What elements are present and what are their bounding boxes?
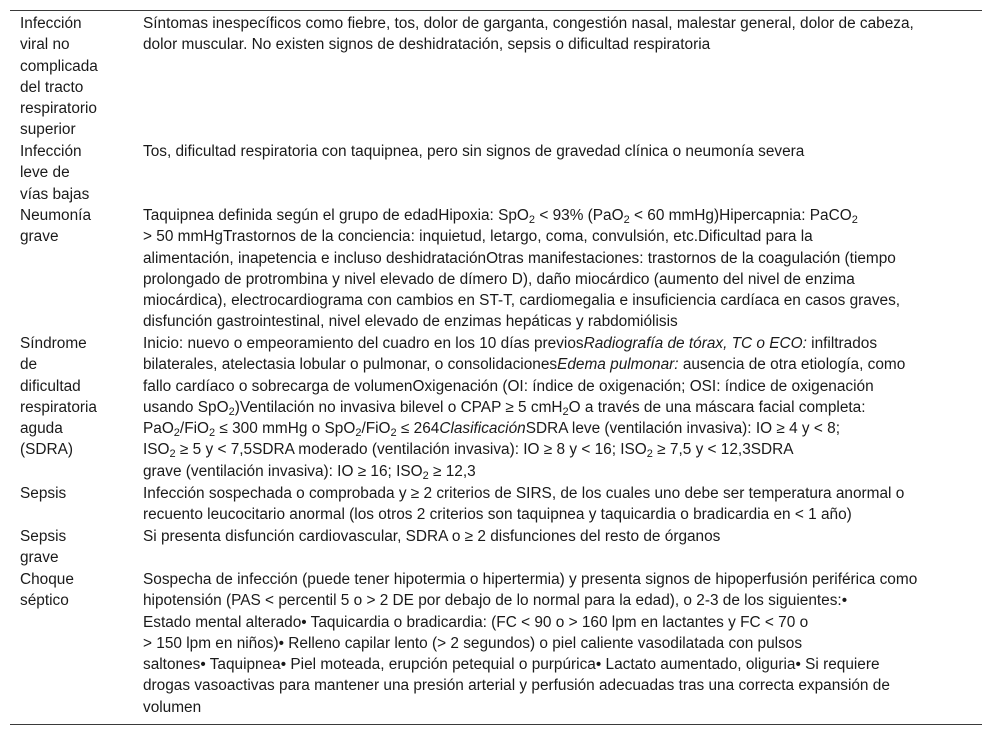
row-description <box>133 333 967 483</box>
row-description <box>133 205 967 333</box>
table-row <box>10 483 982 526</box>
description-line: hipotensión (PAS < percentil 5 o > 2 DE por debajo de lo normal para la edad), o 2-3 de los siguientes:• <box>143 592 848 610</box>
description-line: Sospecha de infección (puede tener hipotermia o hipertermia) y presenta signos de hipoperfusión periférica como <box>143 571 918 588</box>
row-term: Infección viral no complicada del tracto respiratorio superior <box>20 15 98 139</box>
row-term: Infección leve de vías bajas <box>20 143 90 203</box>
row-term: Síndrome de dificultad respiratoria aguda (SDRA) <box>20 335 97 459</box>
table-row <box>10 333 982 483</box>
row-description <box>133 13 967 141</box>
description-line: saltones• Taquipnea• Piel moteada, erupción petequial o purpúrica• Lactato aumentado, oliguria• Si requiere <box>143 656 880 674</box>
description-line: Tos, dificultad respiratoria con taquipnea, pero sin signos de gravedad clínica o neumonía severa <box>143 143 805 160</box>
description-line: Inicio: nuevo o empeoramiento del cuadro en los 10 días previosRadiografía de tórax, TC o ECO: infiltrados <box>143 335 878 352</box>
table-row <box>10 205 982 333</box>
description-line: prolongado de protrombina y nivel elevado de dímero D), daño miocárdico (aumento del nivel de enzima <box>143 270 855 288</box>
description-line: Estado mental alterado• Taquicardia o bradicardia: (FC < 90 o > 160 lpm en lactantes y FC < 70 o <box>143 613 809 631</box>
row-description <box>133 526 967 569</box>
description-line: drogas vasoactivas para mantener una presión arterial y perfusión adecuadas tras una correcta expansión de <box>143 677 890 695</box>
row-description <box>133 569 967 724</box>
description-line: dolor muscular. No existen signos de deshidratación, sepsis o dificultad respiratoria <box>143 36 711 54</box>
description-line: Taquipnea definida según el grupo de edadHipoxia: SpO$_2$ < 93% (PaO$_2$ < 60 mmHg)Hipercapnia: PaCO$_2$ <box>143 207 858 226</box>
row-term: Neumonía grave <box>20 207 92 246</box>
description-line: fallo cardíaco o sobrecarga de volumenOxigenación (OI: índice de oxigenación; OSI: índice de oxigenación <box>143 377 874 395</box>
row-term: Sepsis <box>20 485 67 502</box>
table-row <box>10 526 982 569</box>
table-row <box>10 141 982 205</box>
description-line: Síntomas inespecíficos como fiebre, tos, dolor de garganta, congestión nasal, malestar general, dolor de cabeza, <box>143 15 914 32</box>
description-line: > 50 mmHgTrastornos de la conciencia: inquietud, letargo, coma, convulsión, etc.Dificultad para la <box>143 228 813 246</box>
description-line: alimentación, inapetencia e incluso deshidrataciónOtras manifestaciones: trastornos de la coagulación (tiempo <box>143 249 896 267</box>
row-term: Sepsis grave <box>20 528 67 567</box>
description-line: Infección sospechada o comprobada y ≥ 2 criterios de SIRS, de los cuales uno debe ser temperatura anormal o <box>143 485 905 502</box>
description-line: miocárdica), electrocardiograma con cambios en ST-T, cardiomegalia e insuficiencia cardíaca en casos graves, <box>143 292 901 310</box>
table-row <box>10 11 982 141</box>
description-line: PaO$_2$/FiO$_2$ ≤ 300 mmHg o SpO$_2$/FiO$_2$ ≤ 264ClasificaciónSDRA leve (ventilación invasiva): IO ≥ 4 y < 8; <box>143 420 840 440</box>
description-line: recuento leucocitario anormal (los otros 2 criterios son taquipnea y taquicardia o bradicardia en < 1 año) <box>143 506 852 524</box>
description-line: grave (ventilación invasiva): IO ≥ 16; $ISO_2 \ge 12,3$ <box>143 462 476 482</box>
row-description <box>133 483 967 526</box>
description-line: > 150 lpm en niños)• Relleno capilar lento (> 2 segundos) o piel caliente vasodilatada con pulsos <box>143 634 803 652</box>
description-line: disfunción gastrointestinal, nivel elevado de enzimas hepáticas y rabdomiólisis <box>143 313 678 331</box>
definitions-table <box>10 10 982 725</box>
row-description <box>133 141 967 205</box>
description-line: Si presenta disfunción cardiovascular, SDRA o ≥ 2 disfunciones del resto de órganos <box>143 528 721 545</box>
description-line: $ISO_2 \ge 5$ y < 7,5SDRA moderado (ventilación invasiva): IO ≥ 8 y < 16; $ISO_2 \ge 7,5$ y < 12,3SDRA <box>143 441 794 461</box>
table-row <box>10 569 982 724</box>
description-line: volumen <box>143 698 202 716</box>
description-line: usando SpO$_2$)Ventilación no invasiva bilevel o CPAP ≥ 5 cmH$_2$O a través de una máscara facial completa: <box>143 398 866 418</box>
row-term: Choque séptico <box>20 571 74 610</box>
description-line: bilaterales, atelectasia lobular o pulmonar, o consolidacionesEdema pulmonar: ausencia de otra etiología, como <box>143 356 906 374</box>
